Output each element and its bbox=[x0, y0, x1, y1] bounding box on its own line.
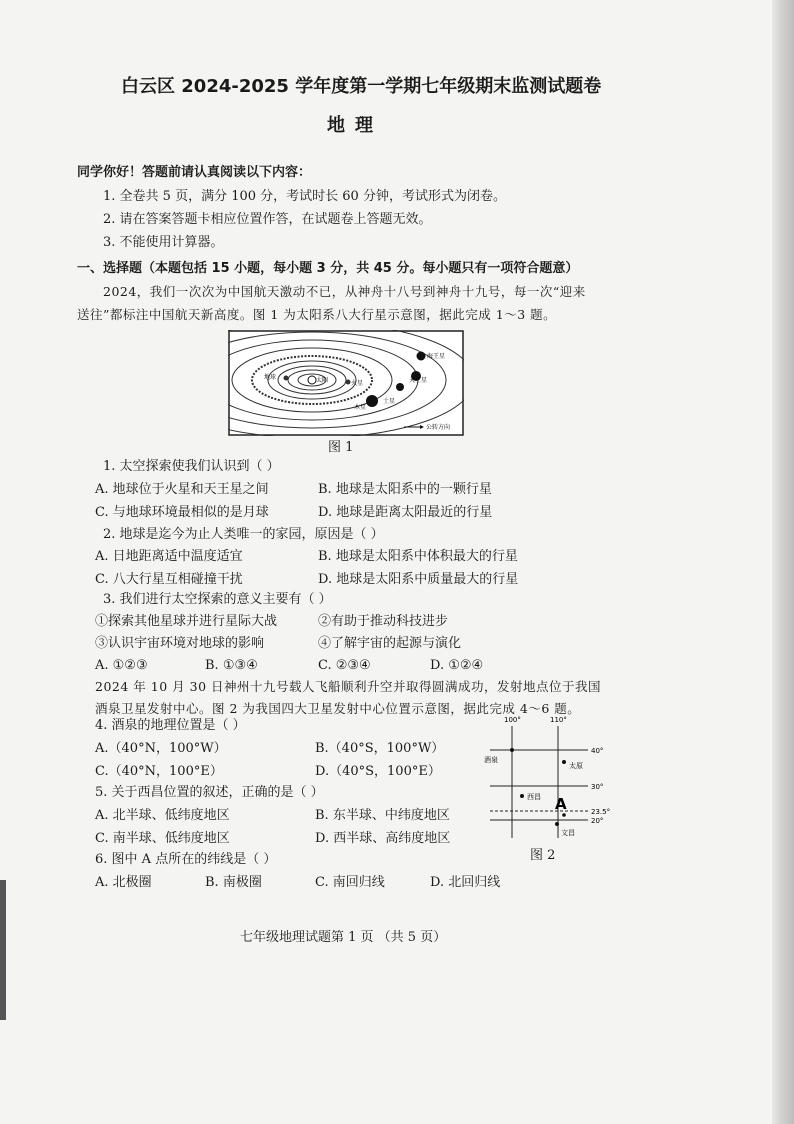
xichang-label: 西昌 bbox=[527, 793, 541, 801]
earth-icon bbox=[284, 376, 289, 381]
q6-option-d: D. 北回归线 bbox=[430, 875, 501, 890]
q3-option-b: B. ①③④ bbox=[205, 658, 258, 673]
figure2-caption: 图 2 bbox=[530, 848, 556, 863]
notice-item: 1. 全卷共 5 页，满分 100 分，考试时长 60 分钟，考试形式为闭卷。 bbox=[103, 189, 506, 204]
notice-item: 2. 请在答案答题卡相应位置作答，在试题卷上答题无效。 bbox=[103, 212, 432, 227]
scan-mark bbox=[0, 880, 6, 1020]
q1-option-b: B. 地球是太阳系中的一颗行星 bbox=[318, 482, 492, 497]
jiuquan-label: 酒泉 bbox=[484, 756, 498, 764]
mars-icon bbox=[346, 380, 351, 385]
taiyuan-marker bbox=[562, 760, 566, 764]
figure1-caption: 图 1 bbox=[328, 440, 354, 455]
q6-option-c: C. 南回归线 bbox=[315, 875, 385, 890]
q2-option-b: B. 地球是太阳系中体积最大的行星 bbox=[318, 549, 518, 564]
notice-heading: 同学你好！答题前请认真阅读以下内容： bbox=[77, 165, 312, 180]
label-earth: 地球 bbox=[264, 374, 277, 381]
q4-option-b: B.（40°S，100°W） bbox=[315, 741, 445, 756]
page-footer: 七年级地理试题第 1 页 （共 5 页） bbox=[240, 930, 447, 945]
intro-text-2: 2024 年 10 月 30 日神州十九号载人飞船顺利升空并取得圆满成功，发射地点位于我国 bbox=[95, 679, 601, 694]
exam-title: 白云区 2024-2025 学年度第一学期七年级期末监测试题卷 bbox=[121, 76, 602, 97]
lat-30-label: 30° bbox=[591, 783, 604, 791]
q5-option-c: C. 南半球、低纬度地区 bbox=[95, 831, 230, 846]
point-a-marker bbox=[562, 813, 566, 817]
solar-system-figure bbox=[228, 330, 464, 436]
q4-option-a: A.（40°N，100°W） bbox=[95, 741, 227, 756]
point-a-label: A bbox=[555, 795, 567, 813]
wenchang-label: 文昌 bbox=[561, 829, 575, 837]
q2-option-d: D. 地球是太阳系中质量最大的行星 bbox=[318, 572, 519, 587]
q6-option-a: A. 北极圈 bbox=[95, 875, 152, 890]
intro-text-2: 酒泉卫星发射中心。图 2 为我国四大卫星发射中心位置示意图，据此完成 4～6 题。 bbox=[95, 701, 581, 716]
q5-stem: 5. 关于西昌位置的叙述，正确的是（ ） bbox=[95, 785, 324, 800]
q3-option-c: C. ②③④ bbox=[318, 658, 371, 673]
saturn-icon bbox=[396, 383, 404, 391]
q2-option-c: C. 八大行星互相碰撞干扰 bbox=[95, 572, 243, 587]
taiyuan-label: 太原 bbox=[569, 762, 583, 770]
q5-option-b: B. 东半球、中纬度地区 bbox=[315, 808, 450, 823]
launch-center-figure bbox=[478, 712, 614, 844]
label-jupiter: 木星 bbox=[354, 404, 367, 411]
label-uranus: 天王星 bbox=[409, 377, 428, 384]
q2-stem: 2. 地球是迄今为止人类唯一的家园，原因是（ ） bbox=[103, 527, 384, 542]
intro-text: 送往”都标注中国航天新高度。图 1 为太阳系八大行星示意图，据此完成 1～3 题。 bbox=[77, 307, 557, 322]
q4-option-d: D.（40°S，100°E） bbox=[315, 764, 441, 779]
q4-stem: 4. 酒泉的地理位置是（ ） bbox=[95, 718, 246, 733]
subject-title: 地理 bbox=[327, 115, 383, 136]
q3-option-d: D. ①②④ bbox=[430, 658, 484, 673]
intro-text: 2024，我们一次次为中国航天激动不已，从神舟十八号到神舟十九号，每一次“迎来 bbox=[103, 284, 586, 299]
section-heading: 一、选择题（本题包括 15 小题，每小题 3 分，共 45 分。每小题只有一项符合题意） bbox=[77, 261, 579, 276]
lat-23-5-label: 23.5° bbox=[591, 808, 611, 816]
legend-label: 公转方向 bbox=[426, 424, 451, 431]
q3-option-a: A. ①②③ bbox=[95, 658, 148, 673]
q3-statement-1: ①探索其他星球并进行星际大战 bbox=[95, 614, 278, 629]
q5-option-a: A. 北半球、低纬度地区 bbox=[95, 808, 230, 823]
q1-option-a: A. 地球位于火星和天王星之间 bbox=[95, 482, 269, 497]
q6-option-b: B. 南极圈 bbox=[205, 875, 262, 890]
q1-option-d: D. 地球是距离太阳最近的行星 bbox=[318, 505, 493, 520]
label-saturn: 土星 bbox=[383, 398, 396, 405]
neptune-icon bbox=[417, 352, 426, 361]
wenchang-marker bbox=[555, 822, 559, 826]
xichang-marker bbox=[520, 794, 524, 798]
notice-item: 3. 不能使用计算器。 bbox=[103, 235, 224, 250]
q2-option-a: A. 日地距离适中温度适宜 bbox=[95, 549, 243, 564]
q3-statement-2: ②有助于推动科技进步 bbox=[318, 614, 449, 629]
q1-option-c: C. 与地球环境最相似的是月球 bbox=[95, 505, 269, 520]
q5-option-d: D. 西半球、高纬度地区 bbox=[315, 831, 451, 846]
q6-stem: 6. 图中 A 点所在的纬线是（ ） bbox=[95, 852, 277, 867]
lat-40-label: 40° bbox=[591, 747, 604, 755]
jupiter-icon bbox=[366, 395, 378, 407]
q3-statement-4: ④了解宇宙的起源与演化 bbox=[318, 636, 462, 651]
jiuquan-marker bbox=[510, 748, 514, 752]
label-sun: 太阳 bbox=[316, 377, 329, 384]
lat-20-label: 20° bbox=[591, 817, 604, 825]
lon-100-label: 100° bbox=[504, 716, 521, 724]
label-mars: 火星 bbox=[351, 380, 364, 387]
q3-statement-3: ③认识宇宙环境对地球的影响 bbox=[95, 636, 265, 651]
label-neptune: 海王星 bbox=[427, 353, 446, 360]
q4-option-c: C.（40°N，100°E） bbox=[95, 764, 223, 779]
q1-stem: 1. 太空探索使我们认识到（ ） bbox=[103, 459, 280, 474]
sun-icon bbox=[308, 376, 316, 384]
scan-edge bbox=[772, 0, 794, 1124]
q3-stem: 3. 我们进行太空探索的意义主要有（ ） bbox=[103, 592, 332, 607]
lon-110-label: 110° bbox=[550, 716, 567, 724]
